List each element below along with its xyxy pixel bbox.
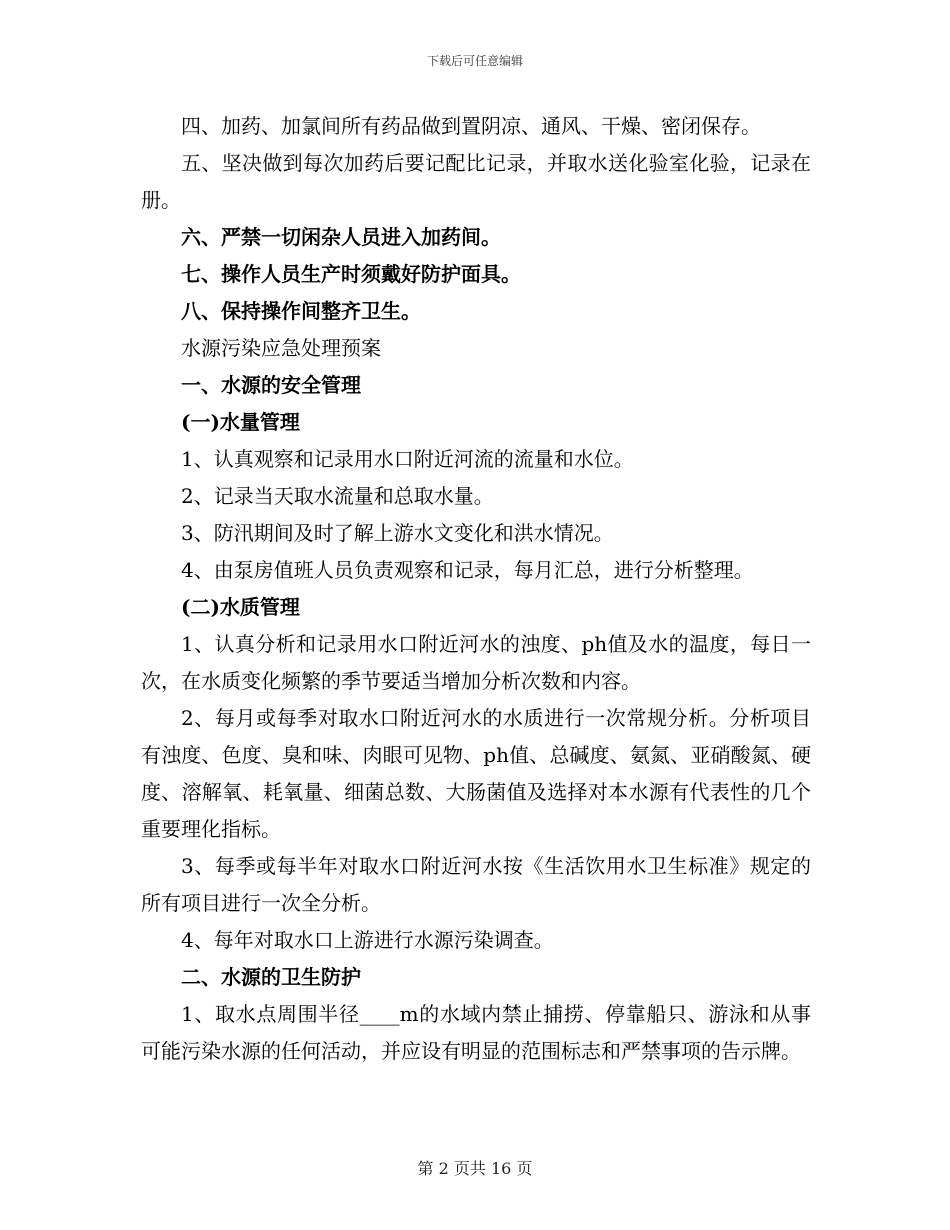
paragraph: 1、认真观察和记录用水口附近河流的流量和水位。 (181, 447, 634, 471)
paragraph: 四、加药、加氯间所有药品做到置阴凉、通风、干燥、密闭保存。 (181, 114, 761, 138)
paragraph: 六、严禁一切闲杂人员进入加药间。 (181, 225, 501, 249)
paragraph: 4、每年对取水口上游进行水源污染调查。 (181, 928, 554, 952)
page-header: 下载后可任意编辑 (426, 54, 523, 68)
paragraph: 4、由泵房值班人员负责观察和记录，每月汇总，进行分析整理。 (181, 558, 754, 582)
section-title: 水源污染应急处理预案 (181, 336, 381, 360)
paragraph: 七、操作人员生产时须戴好防护面具。 (181, 262, 521, 286)
paragraph: 八、保持操作间整齐卫生。 (181, 299, 421, 323)
document-body (141, 108, 811, 1070)
page-footer: 第 2 页共 16 页 (417, 1159, 533, 1178)
paragraph: 3、每季或每半年对取水口附近河水按《生活饮用水卫生标准》规定的所有项目进行一次全分析。 (141, 854, 811, 915)
paragraph: 2、每月或每季对取水口附近河水的水质进行一次常规分析。分析项目有浊度、色度、臭和味、肉眼可见物、ph值、总碱度、氨氮、亚硝酸氮、硬度、溶解氧、耗氧量、细菌总数、大肠菌值及选择对本水源有代表性的几个重要理化指标。 (141, 706, 811, 841)
section-heading: 一、水源的安全管理 (181, 373, 361, 397)
section-heading: 二、水源的卫生防护 (181, 965, 361, 989)
subsection-heading: (二)水质管理 (181, 595, 300, 619)
paragraph: 3、防汛期间及时了解上游水文变化和洪水情况。 (181, 521, 614, 545)
paragraph: 1、取水点周围半径____m的水域内禁止捕捞、停靠船只、游泳和从事可能污染水源的任何活动，并应设有明显的范围标志和严禁事项的告示牌。 (141, 1002, 811, 1063)
paragraph: 1、认真分析和记录用水口附近河水的浊度、ph值及水的温度，每日一次，在水质变化频繁的季节要适当增加分析次数和内容。 (141, 632, 811, 693)
paragraph: 2、记录当天取水流量和总取水量。 (181, 484, 494, 508)
paragraph: 五、坚决做到每次加药后要记配比记录，并取水送化验室化验，记录在册。 (141, 151, 811, 212)
subsection-heading: (一)水量管理 (181, 410, 300, 434)
